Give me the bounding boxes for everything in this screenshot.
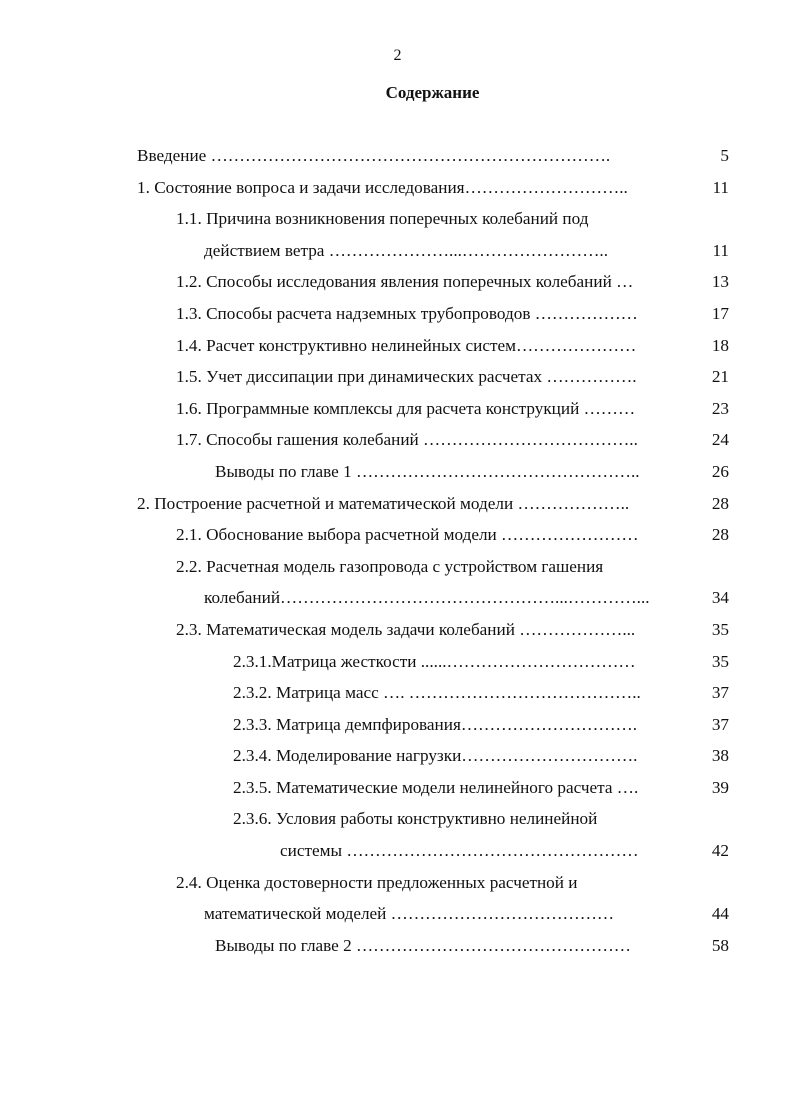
toc-entry-page: 38 bbox=[711, 746, 729, 766]
toc-entry-1-6 bbox=[0, 395, 795, 427]
toc-entry-text: 1. Состояние вопроса и задачи исследования……………………….. bbox=[137, 177, 628, 197]
toc-entry-page: 35 bbox=[711, 619, 729, 639]
toc-entry-page: 28 bbox=[711, 525, 729, 545]
toc-entry-text: 2.1. Обоснование выбора расчетной модели …………………… bbox=[176, 525, 639, 545]
toc-entry-page: 58 bbox=[711, 935, 729, 955]
toc-entry-page: 28 bbox=[711, 493, 729, 513]
toc-entry-1-4 bbox=[0, 332, 795, 364]
toc-entry-page: 5 bbox=[720, 146, 729, 165]
toc-entry-introduction bbox=[0, 142, 795, 174]
toc-entry-page: 37 bbox=[711, 714, 729, 734]
toc-entry-conclusions-2 bbox=[0, 932, 795, 964]
toc-entry-1-1-continued bbox=[0, 237, 795, 269]
toc-entry-page: 39 bbox=[711, 777, 729, 797]
toc-entry-text: 1.4. Расчет конструктивно нелинейных систем………………… bbox=[176, 335, 637, 355]
toc-entry-page: 13 bbox=[711, 272, 729, 292]
toc-entry-text: 1.1. Причина возникновения поперечных колебаний под bbox=[176, 209, 589, 229]
toc-entry-text: 2.3.6. Условия работы конструктивно нелинейной bbox=[233, 809, 598, 829]
toc-entry-2-2 bbox=[0, 553, 795, 585]
page-title: Содержание bbox=[385, 83, 480, 102]
toc-entry-page: 37 bbox=[711, 683, 729, 703]
toc-entry-text: 2.4. Оценка достоверности предложенных расчетной и bbox=[176, 872, 578, 892]
toc-entry-text: Выводы по главе 1 ………………………………………….. bbox=[215, 461, 640, 481]
toc-entry-1-1 bbox=[0, 205, 795, 237]
toc-entry-1-2 bbox=[0, 268, 795, 300]
toc-entry-1-7 bbox=[0, 426, 795, 458]
toc-entry-text: действием ветра …………………...…………………….. bbox=[204, 240, 609, 260]
toc-entry-text: 2.3.4. Моделирование нагрузки…………………………. bbox=[233, 746, 638, 766]
toc-entry-text: системы …………………………………………… bbox=[280, 841, 639, 861]
toc-entry-2-3-1 bbox=[0, 648, 795, 680]
toc-entry-2-3-3 bbox=[0, 711, 795, 743]
toc-entry-text: Введение ……………………………………………………………. bbox=[137, 146, 611, 165]
toc-entry-2-2-continued bbox=[0, 584, 795, 616]
toc-entry-2-4-continued bbox=[0, 900, 795, 932]
toc-entry-text: 2.3.2. Матрица масс …. ………………………………….. bbox=[233, 683, 641, 703]
toc-entry-text: 2.3.5. Математические модели нелинейного расчета …. bbox=[233, 777, 639, 797]
toc-entry-2-3-2 bbox=[0, 679, 795, 711]
toc-entry-text: 2.2. Расчетная модель газопровода с устройством гашения bbox=[176, 556, 604, 576]
toc-entry-2-3-5 bbox=[0, 774, 795, 806]
toc-entry-text: 2.3.1.Матрица жесткости ......…………………………… bbox=[233, 651, 636, 671]
toc-entry-2-1 bbox=[0, 521, 795, 553]
toc-entry-chapter-2 bbox=[0, 490, 795, 522]
toc-entry-page: 44 bbox=[711, 904, 729, 924]
toc-entry-2-3-6 bbox=[0, 805, 795, 837]
toc-entry-1-3 bbox=[0, 300, 795, 332]
toc-entry-2-3 bbox=[0, 616, 795, 648]
toc-entry-conclusions-1 bbox=[0, 458, 795, 490]
toc-entry-page: 42 bbox=[711, 841, 729, 861]
toc-entry-text: 1.3. Способы расчета надземных трубопроводов ……………… bbox=[176, 303, 638, 323]
toc-entry-text: 2.3. Математическая модель задачи колебаний ………………... bbox=[176, 619, 636, 639]
toc-entry-page: 11 bbox=[712, 240, 729, 260]
toc-entry-text: 1.5. Учет диссипации при динамических расчетах ……………. bbox=[176, 367, 637, 387]
table-of-contents bbox=[0, 142, 795, 963]
toc-entry-text: 1.7. Способы гашения колебаний ……………………………….. bbox=[176, 430, 638, 450]
toc-entry-2-3-6-continued bbox=[0, 837, 795, 869]
toc-entry-page: 23 bbox=[711, 398, 729, 418]
toc-entry-text: колебаний…………………………………………...…………... bbox=[204, 588, 650, 608]
toc-entry-text: 1.6. Программные комплексы для расчета конструкций ……… bbox=[176, 398, 636, 418]
toc-entry-text: Выводы по главе 2 ………………………………………… bbox=[215, 935, 631, 955]
toc-entry-page: 26 bbox=[711, 461, 729, 481]
toc-entry-page: 11 bbox=[712, 177, 729, 197]
toc-entry-page: 34 bbox=[711, 588, 729, 608]
toc-entry-2-3-4 bbox=[0, 742, 795, 774]
page-number: 2 bbox=[393, 47, 402, 64]
toc-entry-page: 35 bbox=[711, 651, 729, 671]
toc-entry-chapter-1 bbox=[0, 174, 795, 206]
toc-entry-text: 2.3.3. Матрица демпфирования…………………………. bbox=[233, 714, 638, 734]
toc-entry-text: математической моделей ………………………………… bbox=[204, 904, 615, 924]
toc-entry-page: 17 bbox=[711, 303, 729, 323]
toc-entry-1-5 bbox=[0, 363, 795, 395]
toc-entry-text: 2. Построение расчетной и математической модели ……………….. bbox=[137, 493, 630, 513]
toc-entry-text: 1.2. Способы исследования явления поперечных колебаний … bbox=[176, 272, 634, 292]
toc-entry-page: 21 bbox=[711, 367, 729, 387]
toc-entry-page: 24 bbox=[711, 430, 729, 450]
toc-entry-2-4 bbox=[0, 869, 795, 901]
toc-entry-page: 18 bbox=[711, 335, 729, 355]
